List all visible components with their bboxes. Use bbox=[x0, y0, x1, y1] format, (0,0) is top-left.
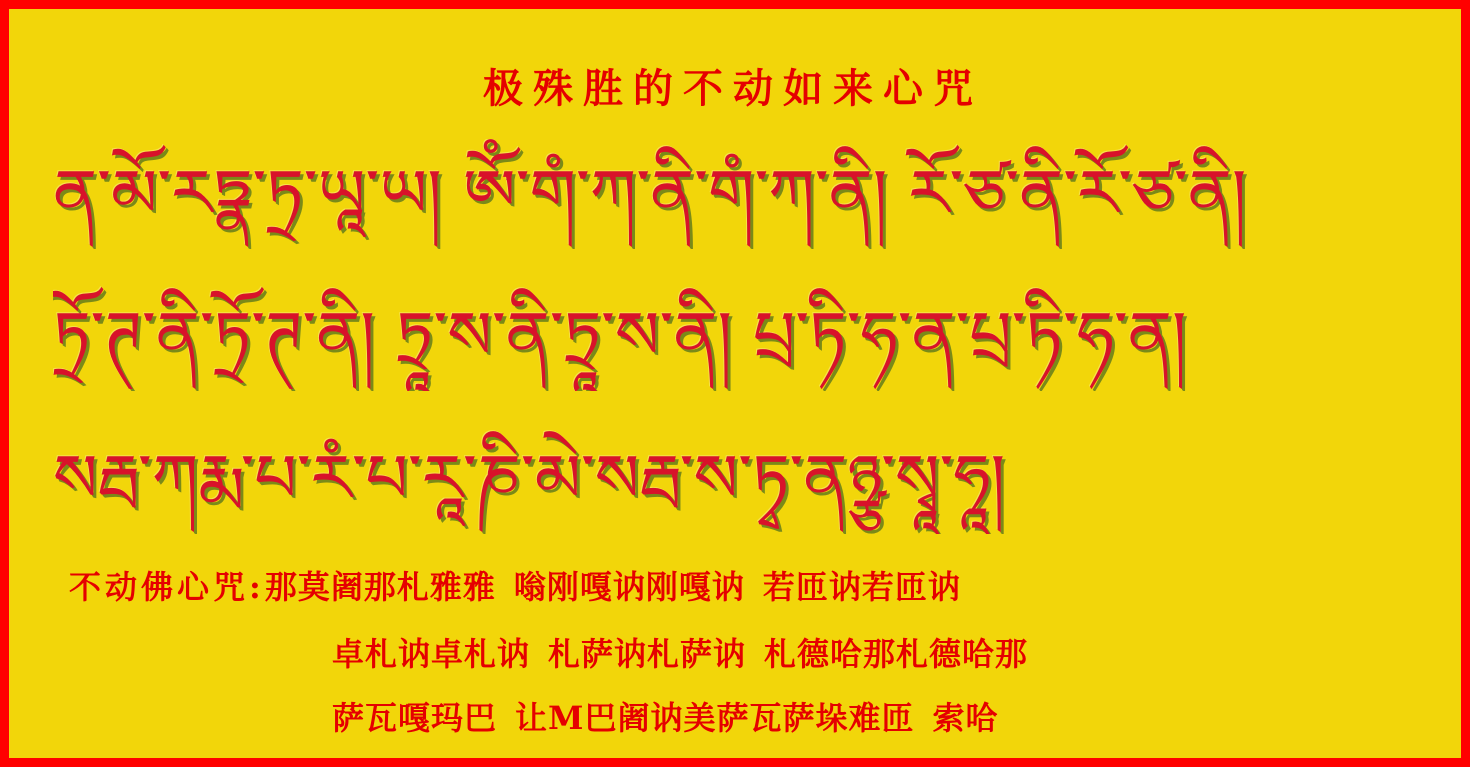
chinese-phrase: 那莫阇那札雅雅 bbox=[264, 568, 496, 606]
chinese-phrase: 索哈 bbox=[932, 699, 999, 737]
tibetan-line-3: སརྦ་ཀརྨ་པ་རཾ་པ་རཱ་ཎི་མེ་སརྦ་ས་ཏྭ་ནཉྩ་སྭཱ་ཧཱ། bbox=[53, 440, 1006, 517]
chinese-phrase: 札萨讷札萨讷 bbox=[548, 635, 747, 673]
chinese-phrase: 让M巴阇讷美萨瓦萨垛难匝 bbox=[515, 699, 915, 737]
tibetan-line-1: ན་མོ་རཏྣ་ཏྲ་ཡཱ་ཡ། ཨོཾ་གཾ་ཀ་ནི་གཾ་ཀ་ནི། རོ་ཙ་ནི་རོ་ཙ་ནི། bbox=[53, 155, 1247, 232]
chinese-phrase: 若匝讷若匝讷 bbox=[762, 568, 961, 606]
mantra-label: 不动佛心咒: bbox=[69, 568, 265, 606]
chinese-phrase: 卓札讷卓札讷 bbox=[332, 635, 531, 673]
chinese-phrase: 札德哈那札德哈那 bbox=[764, 635, 1029, 673]
chinese-line-2 bbox=[332, 631, 1028, 677]
chinese-line-1 bbox=[69, 564, 961, 610]
chinese-line-3 bbox=[332, 695, 998, 741]
chinese-phrase: 萨瓦嘎玛巴 bbox=[332, 699, 498, 737]
chinese-phrase: 嗡刚嘎讷刚嘎讷 bbox=[513, 568, 745, 606]
tibetan-line-2: ཏྲོ་ཊ་ནི་ཏྲོ་ཊ་ནི། ཏྲཱ་ས་ནི་ཏྲཱ་ས་ནི། པྲ་ཏི་ཧ་ན་པྲ་ཏི་ཧ་ན། bbox=[53, 297, 1187, 374]
page-title: 极殊胜的不动如来心咒 bbox=[483, 66, 983, 112]
